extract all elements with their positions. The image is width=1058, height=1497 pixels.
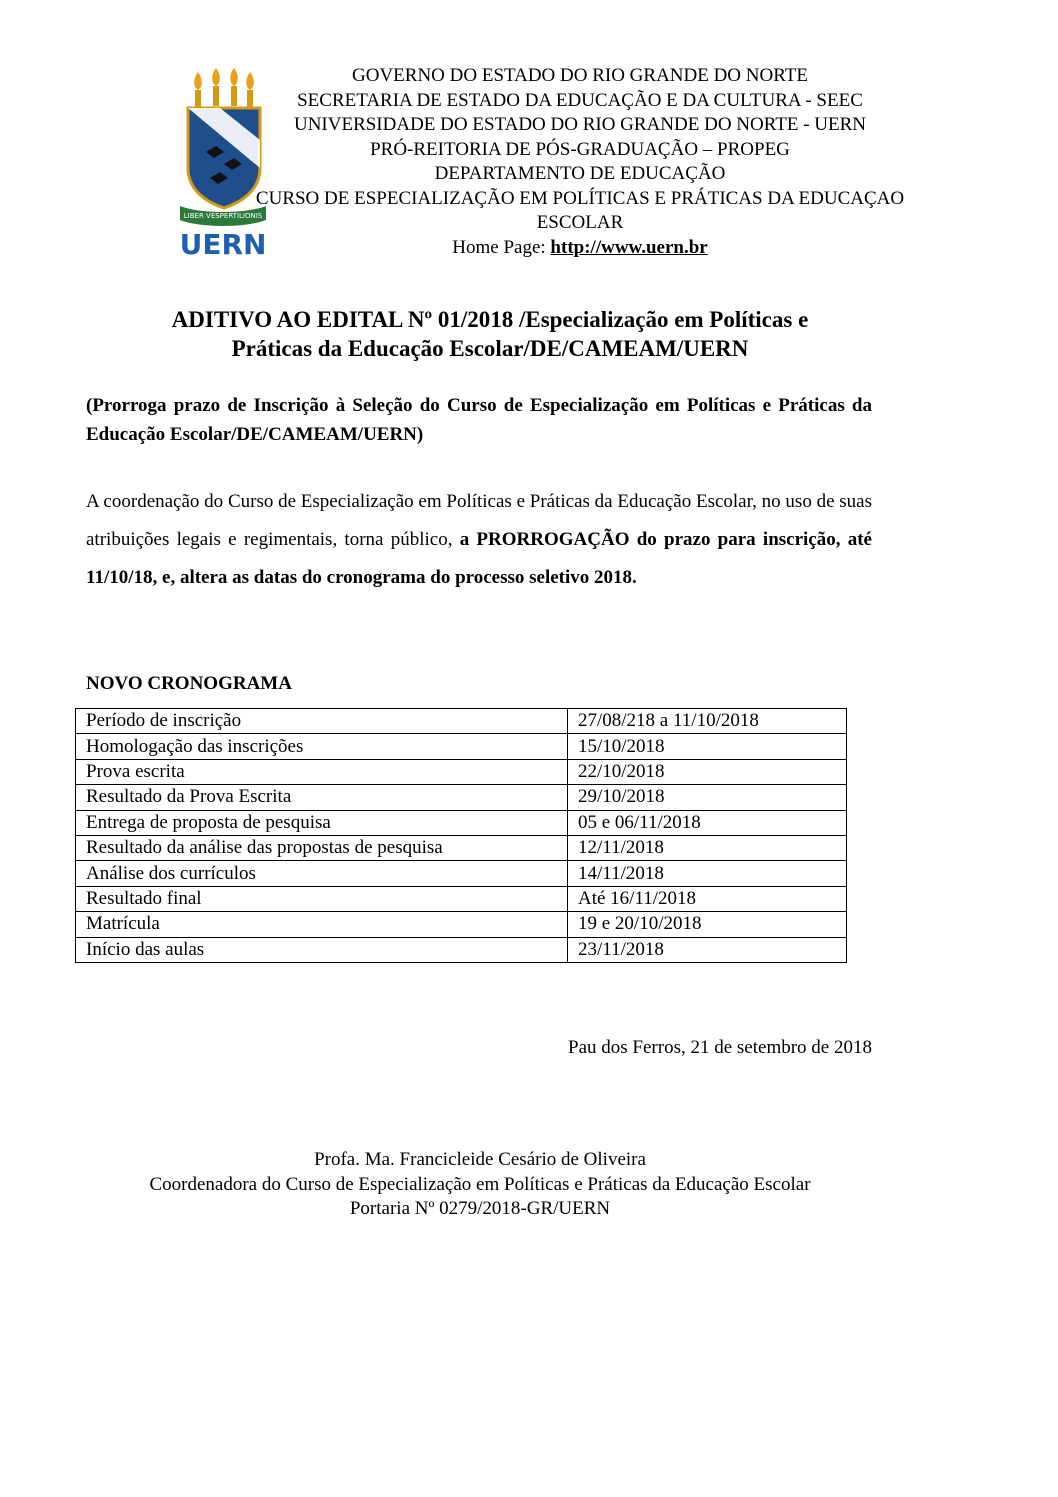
- svg-text:LIBER VESPERTILIONIS: LIBER VESPERTILIONIS: [183, 212, 263, 220]
- signature-block: [60, 1148, 900, 1222]
- table-row: [76, 734, 847, 759]
- homepage-label: Home Page:: [452, 236, 551, 258]
- institution-header: [210, 64, 950, 260]
- document-title: [90, 305, 890, 363]
- date-cell: 29/10/2018: [568, 785, 847, 810]
- header-line: UNIVERSIDADE DO ESTADO DO RIO GRANDE DO NORTE - UERN: [293, 114, 867, 135]
- date-cell: Até 16/11/2018: [568, 886, 847, 911]
- activity-cell: Homologação das inscrições: [76, 734, 568, 759]
- header-line: CURSO DE ESPECIALIZAÇÃO EM POLÍTICAS E PRÁTICAS DA EDUCAÇAO: [255, 187, 905, 209]
- activity-cell: Entrega de proposta de pesquisa: [76, 810, 568, 835]
- activity-cell: Análise dos currículos: [76, 861, 568, 886]
- signatory-role: Coordenadora do Curso de Especialização em Políticas e Práticas da Educação Escolar: [149, 1173, 811, 1195]
- document-subtitle: (Prorroga prazo de Inscrição à Seleção do Curso de Especialização em Políticas e Práticas da Educação Escolar/DE/CAMEAM/UERN): [86, 395, 872, 445]
- table-row: [76, 912, 847, 937]
- signatory-name: Profa. Ma. Francicleide Cesário de Oliveira: [314, 1149, 646, 1170]
- torch-icon: [194, 72, 202, 108]
- table-row: [76, 835, 847, 860]
- intro-bold-text: a PRORROGAÇÃO do prazo para inscrição, até 11/10/18, e, altera as datas do cronograma do processo seletivo 2018.: [86, 529, 872, 588]
- table-row: [76, 937, 847, 962]
- activity-cell: Resultado da Prova Escrita: [76, 785, 568, 810]
- homepage-line: [210, 236, 950, 261]
- signatory-portaria: Portaria Nº 0279/2018-GR/UERN: [349, 1198, 611, 1219]
- date-cell: 23/11/2018: [568, 937, 847, 962]
- date-cell: 27/08/218 a 11/10/2018: [568, 709, 847, 734]
- date-cell: 19 e 20/10/2018: [568, 912, 847, 937]
- table-row: [76, 861, 847, 886]
- header-line: GOVERNO DO ESTADO DO RIO GRANDE DO NORTE: [352, 65, 808, 86]
- activity-cell: Período de inscrição: [76, 709, 568, 734]
- date-cell: 05 e 06/11/2018: [568, 810, 847, 835]
- date-cell: 22/10/2018: [568, 759, 847, 784]
- header-line: ESCOLAR: [536, 212, 624, 233]
- table-row: [76, 785, 847, 810]
- activity-cell: Prova escrita: [76, 759, 568, 784]
- activity-cell: Resultado final: [76, 886, 568, 911]
- date-cell: 14/11/2018: [568, 861, 847, 886]
- table-row: [76, 810, 847, 835]
- homepage-link[interactable]: http://www.uern.br: [550, 236, 708, 258]
- date-cell: 15/10/2018: [568, 734, 847, 759]
- table-row: [76, 709, 847, 734]
- schedule-title: NOVO CRONOGRAMA: [86, 673, 292, 694]
- activity-cell: Resultado da análise das propostas de pesquisa: [76, 835, 568, 860]
- intro-paragraph: [86, 483, 872, 597]
- activity-cell: Matrícula: [76, 912, 568, 937]
- table-row: [76, 759, 847, 784]
- intro-text: A coordenação do Curso de Especialização em Políticas e Práticas da Educação Escolar, no uso de suas atribuições legais e regimentais, torna público,: [86, 491, 872, 550]
- header-line: SECRETARIA DE ESTADO DA EDUCAÇÃO E DA CULTURA - SEEC: [297, 89, 863, 111]
- svg-text:UERN: UERN: [180, 228, 266, 260]
- table-row: [76, 886, 847, 911]
- schedule-table: [75, 708, 847, 963]
- activity-cell: Início das aulas: [76, 937, 568, 962]
- title-line-1: ADITIVO AO EDITAL Nº 01/2018 /Especialização em Políticas e: [171, 307, 809, 332]
- place-and-date: Pau dos Ferros, 21 de setembro de 2018: [568, 1037, 872, 1058]
- date-cell: 12/11/2018: [568, 835, 847, 860]
- header-line: DEPARTAMENTO DE EDUCAÇÃO: [434, 163, 726, 184]
- header-line: PRÓ-REITORIA DE PÓS-GRADUAÇÃO – PROPEG: [370, 138, 790, 160]
- title-line-2: Práticas da Educação Escolar/DE/CAMEAM/UERN: [231, 336, 749, 361]
